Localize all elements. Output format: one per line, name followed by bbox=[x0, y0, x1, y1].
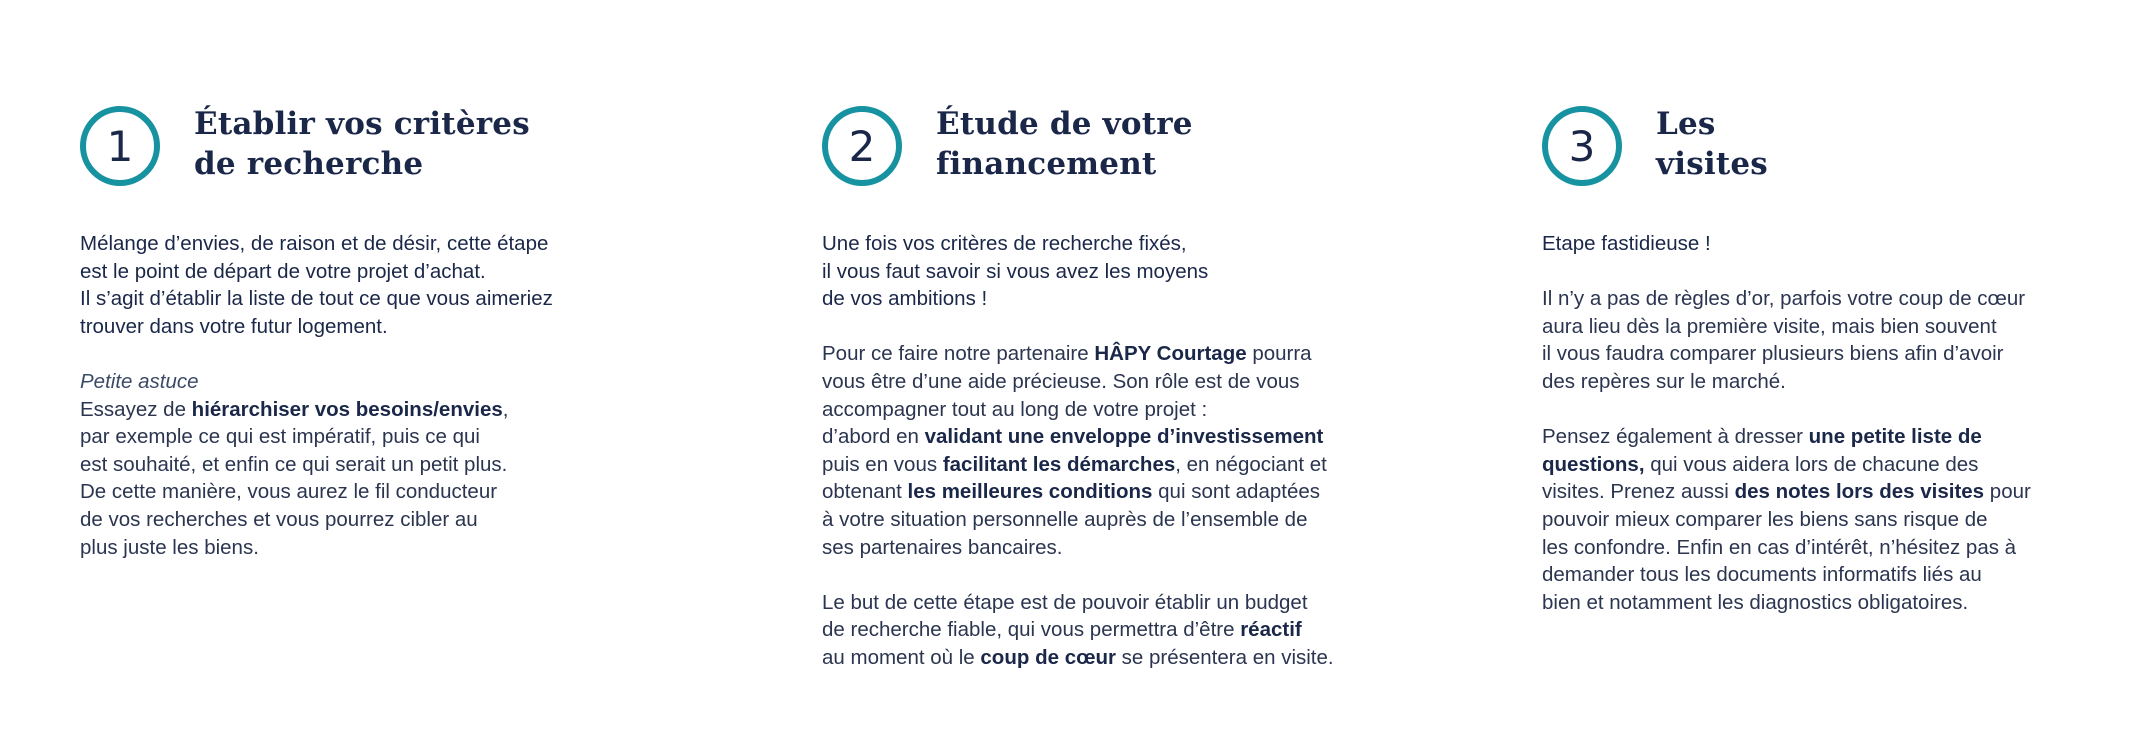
text-segment: d’abord en bbox=[822, 425, 925, 449]
text-segment: pour bbox=[1984, 480, 2031, 504]
text-line: demander tous les documents informatifs liés au bbox=[1542, 563, 1982, 587]
text-line bbox=[822, 478, 1382, 506]
text-line: De cette manière, vous aurez le fil conducteur bbox=[80, 480, 498, 504]
step-header bbox=[1542, 104, 2102, 184]
text-line: accompagner tout au long de votre projet : bbox=[822, 397, 1208, 421]
tip-paragraph bbox=[80, 368, 640, 561]
text-segment: , en négociant et bbox=[1175, 452, 1327, 476]
text-line: il vous faudra comparer plusieurs biens afin d’avoir bbox=[1542, 342, 2004, 366]
step-number: 3 bbox=[1568, 122, 1596, 171]
step-1-column bbox=[80, 104, 640, 561]
intro-paragraph bbox=[1542, 230, 2102, 258]
step-body bbox=[1542, 230, 2102, 616]
text-segment: puis en vous bbox=[822, 452, 943, 476]
text-segment: de recherche fiable, qui vous permettra d’être bbox=[822, 618, 1241, 642]
highlight-text: coup de cœur bbox=[980, 645, 1116, 669]
step-number: 2 bbox=[848, 122, 876, 171]
text-line: Une fois vos critères de recherche fixés, bbox=[822, 232, 1187, 255]
text-line: plus juste les biens. bbox=[80, 535, 259, 559]
text-line: par exemple ce qui est impératif, puis ce qui bbox=[80, 425, 480, 449]
text-segment: se présentera en visite. bbox=[1115, 645, 1334, 669]
text-segment: qui sont adaptées bbox=[1152, 480, 1320, 504]
step-title-line: Les bbox=[1656, 106, 1716, 142]
advice-paragraph bbox=[1542, 423, 2102, 616]
rules-paragraph bbox=[1542, 285, 2102, 395]
text-segment: , bbox=[502, 397, 509, 421]
text-line: pouvoir mieux comparer les biens sans risque de bbox=[1542, 507, 1988, 531]
tip-label: Petite astuce bbox=[80, 369, 199, 393]
step-body bbox=[80, 230, 640, 561]
step-title-line: financement bbox=[936, 146, 1157, 182]
text-line: à votre situation personnelle auprès de l’ensemble de bbox=[822, 507, 1308, 531]
step-number: 1 bbox=[106, 122, 134, 171]
step-number-circle bbox=[822, 106, 902, 186]
text-line: Etape fastidieuse ! bbox=[1542, 232, 1711, 255]
highlight-text: les meilleures conditions bbox=[907, 480, 1153, 504]
step-title-line: visites bbox=[1656, 146, 1768, 182]
text-line: vous être d’une aide précieuse. Son rôle est de vous bbox=[822, 369, 1300, 393]
text-segment: Pensez également à dresser bbox=[1542, 425, 1809, 449]
highlight-text: des notes lors des visites bbox=[1734, 480, 1985, 504]
text-segment: visites. Prenez aussi bbox=[1542, 480, 1735, 504]
text-line bbox=[822, 644, 1382, 672]
text-line: aura lieu dès la première visite, mais bien souvent bbox=[1542, 314, 1997, 338]
highlight-text: facilitant les démarches bbox=[942, 452, 1176, 476]
highlight-text: questions, bbox=[1542, 452, 1645, 476]
step-title-line: de recherche bbox=[194, 146, 424, 182]
step-2-column bbox=[822, 104, 1382, 672]
highlight-text: réactif bbox=[1240, 618, 1302, 642]
step-title bbox=[1656, 104, 1768, 184]
partner-paragraph bbox=[822, 340, 1382, 561]
text-line bbox=[80, 396, 640, 424]
text-line: il vous faut savoir si vous avez les moyens bbox=[822, 259, 1209, 283]
step-number-circle bbox=[80, 106, 160, 186]
text-line: Le but de cette étape est de pouvoir établir un budget bbox=[822, 590, 1308, 614]
partner-name: HÂPY Courtage bbox=[1094, 342, 1247, 366]
step-header bbox=[80, 104, 640, 184]
text-segment: obtenant bbox=[822, 480, 908, 504]
step-header bbox=[822, 104, 1382, 184]
highlight-text: une petite liste de bbox=[1808, 425, 1982, 449]
text-line: des repères sur le marché. bbox=[1542, 369, 1786, 393]
text-line: Mélange d’envies, de raison et de désir, cette étape bbox=[80, 232, 549, 255]
text-line: les confondre. Enfin en cas d’intérêt, n’hésitez pas à bbox=[1542, 535, 2017, 559]
text-line bbox=[822, 340, 1382, 368]
step-title bbox=[194, 104, 530, 184]
highlight-text: hiérarchiser vos besoins/envies bbox=[191, 397, 503, 421]
text-line: est le point de départ de votre projet d’achat. bbox=[80, 259, 486, 283]
text-segment: au moment où le bbox=[822, 645, 981, 669]
text-line bbox=[822, 616, 1382, 644]
text-line: Il n’y a pas de règles d’or, parfois votre coup de cœur bbox=[1542, 287, 2026, 311]
text-segment: qui vous aidera lors de chacune des bbox=[1644, 452, 1979, 476]
step-number-circle bbox=[1542, 106, 1622, 186]
text-line bbox=[822, 451, 1382, 479]
text-line bbox=[1542, 451, 2102, 479]
goal-paragraph bbox=[822, 589, 1382, 672]
text-line: est souhaité, et enfin ce qui serait un petit plus. bbox=[80, 452, 508, 476]
text-segment: Essayez de bbox=[80, 397, 192, 421]
text-segment: Pour ce faire notre partenaire bbox=[822, 342, 1095, 366]
text-line: bien et notamment les diagnostics obligatoires. bbox=[1542, 590, 1969, 614]
text-line: Il s’agit d’établir la liste de tout ce que vous aimeriez bbox=[80, 287, 553, 311]
text-line: de vos ambitions ! bbox=[822, 287, 988, 311]
text-line bbox=[822, 423, 1382, 451]
text-line bbox=[1542, 478, 2102, 506]
text-line: de vos recherches et vous pourrez cibler au bbox=[80, 507, 478, 531]
text-line bbox=[1542, 423, 2102, 451]
intro-paragraph bbox=[822, 230, 1382, 313]
step-title-line: Établir vos critères bbox=[194, 106, 530, 142]
step-title-line: Étude de votre bbox=[936, 106, 1193, 142]
highlight-text: validant une enveloppe d’investissement bbox=[924, 425, 1324, 449]
step-title bbox=[936, 104, 1193, 184]
step-body bbox=[822, 230, 1382, 672]
text-segment: pourra bbox=[1246, 342, 1312, 366]
intro-paragraph bbox=[80, 230, 640, 340]
text-line: trouver dans votre futur logement. bbox=[80, 314, 388, 338]
step-3-column bbox=[1542, 104, 2102, 616]
text-line: ses partenaires bancaires. bbox=[822, 535, 1063, 559]
